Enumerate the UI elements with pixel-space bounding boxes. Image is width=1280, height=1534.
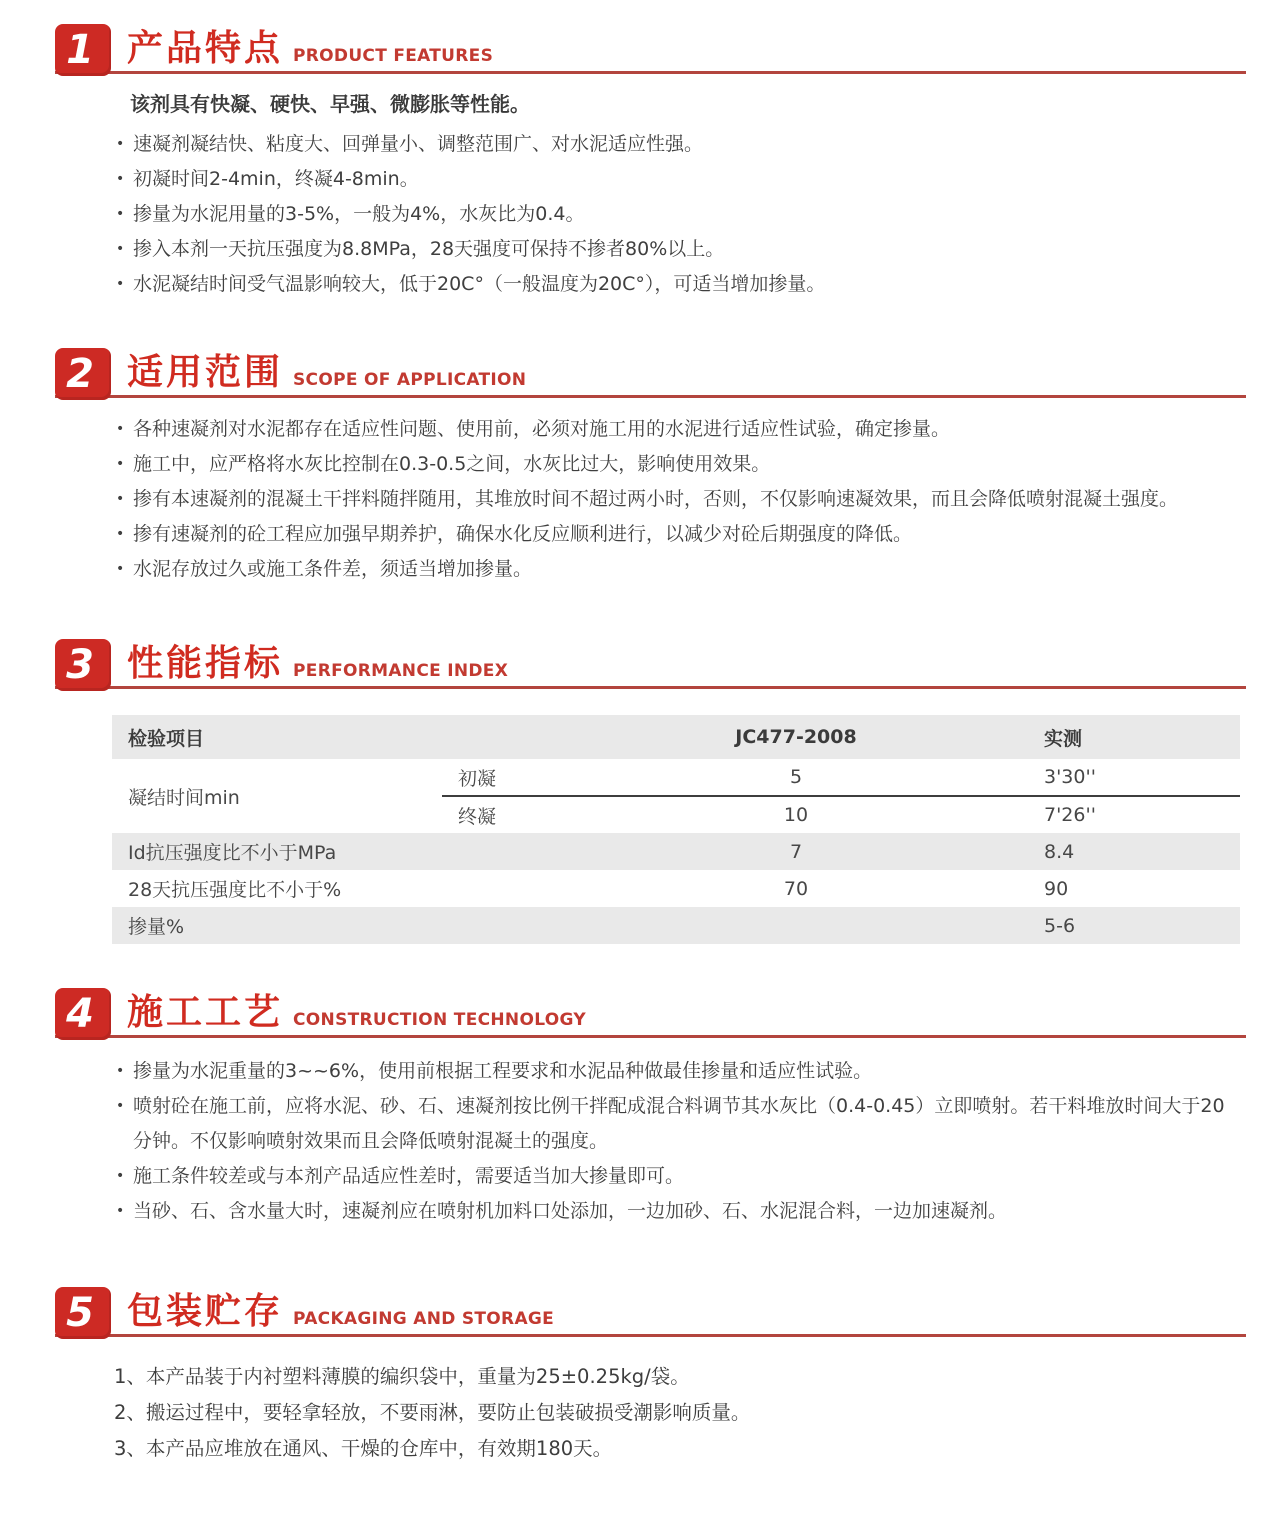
section-header	[55, 344, 1246, 398]
col-header-project: 检验项目	[112, 715, 442, 759]
packaging-list	[114, 1359, 1240, 1467]
section-subtitle: SCOPE OF APPLICATION	[293, 370, 527, 390]
standard-value: 5	[789, 766, 803, 788]
section-header	[55, 635, 1246, 689]
performance-table	[112, 715, 1240, 944]
section-subtitle: PACKAGING AND STORAGE	[293, 1309, 555, 1329]
section-title: 施工工艺	[127, 992, 284, 1033]
list-item: • 初凝时间2-4min，终凝4-8min。	[114, 162, 1240, 197]
section-number-badge: 4	[55, 988, 111, 1040]
section-number-badge: 3	[55, 639, 111, 691]
section-packaging-storage	[0, 1283, 1280, 1467]
standard-value	[610, 907, 982, 944]
sub-label: 初凝	[458, 767, 497, 790]
section-subtitle: CONSTRUCTION TECHNOLOGY	[293, 1010, 586, 1030]
sub-label: 终凝	[442, 796, 610, 833]
section-scope-of-application	[0, 344, 1280, 587]
table-row-dosage	[112, 907, 1240, 944]
list-item: • 水泥存放过久或施工条件差，须适当增加掺量。	[114, 552, 1240, 587]
section-header	[55, 20, 1246, 74]
standard-value: 7	[610, 833, 982, 870]
col-header-measured: 实测	[982, 715, 1240, 759]
numbered-item: 3、本产品应堆放在通风、干燥的仓库中，有效期180天。	[114, 1437, 613, 1460]
section-header	[55, 984, 1246, 1038]
section-number-badge: 1	[55, 24, 111, 76]
section-title: 产品特点	[127, 28, 284, 69]
numbered-item: 1、本产品装于内衬塑料薄膜的编织袋中，重量为25±0.25kg/袋。	[114, 1365, 690, 1388]
list-item: • 速凝剂凝结快、粘度大、回弹量小、调整范围广、对水泥适应性强。	[114, 127, 1240, 162]
numbered-item: 2、搬运过程中，要轻拿轻放，不要雨淋，要防止包装破损受潮影响质量。	[114, 1401, 751, 1424]
setting-time-label: 凝结时间min	[128, 786, 240, 809]
section-product-features	[0, 20, 1280, 302]
table-header-row	[112, 715, 1240, 759]
col-header-blank	[442, 715, 610, 759]
list-item: • 水泥凝结时间受气温影响较大，低于20C°（一般温度为20C°），可适当增加掺量。	[114, 267, 1240, 302]
measured-value: 90	[1044, 877, 1069, 900]
section-performance-index	[0, 635, 1280, 944]
list-item: • 施工中，应严格将水灰比控制在0.3-0.5之间，水灰比过大，影响使用效果。	[114, 447, 1240, 482]
row-label: Id抗压强度比不小于MPa	[112, 833, 610, 870]
construction-list	[114, 1054, 1240, 1229]
section-header	[55, 1283, 1246, 1337]
scope-list	[114, 412, 1240, 587]
row-label: 掺量%	[112, 907, 610, 944]
list-item: • 掺有本速凝剂的混凝土干拌料随拌随用，其堆放时间不超过两小时，否则，不仅影响速凝效果，而且会降低喷射混凝土强度。	[114, 482, 1240, 517]
list-item: • 掺量为水泥重量的3~~6%，使用前根据工程要求和水泥品种做最佳掺量和适应性试验。	[114, 1054, 1240, 1089]
list-item: • 喷射砼在施工前，应将水泥、砂、石、速凝剂按比例干拌配成混合料调节其水灰比（0.4-0.45）立即喷射。若干料堆放时间大于20分钟。不仅影响喷射效果而且会降低喷射混凝土的强度。	[114, 1089, 1240, 1159]
list-item: • 各种速凝剂对水泥都存在适应性问题、使用前，必须对施工用的水泥进行适应性试验，确定掺量。	[114, 412, 1240, 447]
features-intro: 该剂具有快凝、硬快、早强、微膨胀等性能。	[130, 92, 530, 116]
list-item: • 掺量为水泥用量的3-5%，一般为4%，水灰比为0.4。	[114, 197, 1240, 232]
list-item: • 当砂、石、含水量大时，速凝剂应在喷射机加料口处添加，一边加砂、石、水泥混合料，一边加速凝剂。	[114, 1194, 1240, 1229]
measured-value: 8.4	[982, 833, 1240, 870]
measured-value: 5-6	[982, 907, 1240, 944]
measured-value: 3'30''	[1044, 766, 1096, 788]
list-item: • 掺入本剂一天抗压强度为8.8MPa，28天强度可保持不掺者80%以上。	[114, 232, 1240, 267]
section-subtitle: PERFORMANCE INDEX	[293, 661, 509, 681]
section-subtitle: PRODUCT FEATURES	[293, 46, 494, 66]
section-number-badge: 5	[55, 1287, 111, 1339]
list-item: • 施工条件较差或与本剂产品适应性差时，需要适当加大掺量即可。	[114, 1159, 1240, 1194]
row-label: 28天抗压强度比不小于%	[128, 879, 342, 901]
section-title: 包装贮存	[127, 1291, 284, 1332]
section-title: 适用范围	[127, 352, 284, 393]
table-row-initial-set	[112, 759, 1240, 796]
standard-value: 10	[610, 796, 982, 833]
section-number-badge: 2	[55, 348, 111, 400]
measured-value: 7'26''	[982, 796, 1240, 833]
features-list	[114, 127, 1240, 302]
standard-value: 70	[783, 877, 809, 900]
section-title: 性能指标	[127, 643, 284, 684]
section-construction-technology	[0, 984, 1280, 1229]
table-row-28d-strength	[112, 870, 1240, 907]
list-item: • 掺有速凝剂的砼工程应加强早期养护，确保水化反应顺利进行，以减少对砼后期强度的降低。	[114, 517, 1240, 552]
table-row-1d-strength	[112, 833, 1240, 870]
col-header-standard: JC477-2008	[610, 715, 982, 759]
